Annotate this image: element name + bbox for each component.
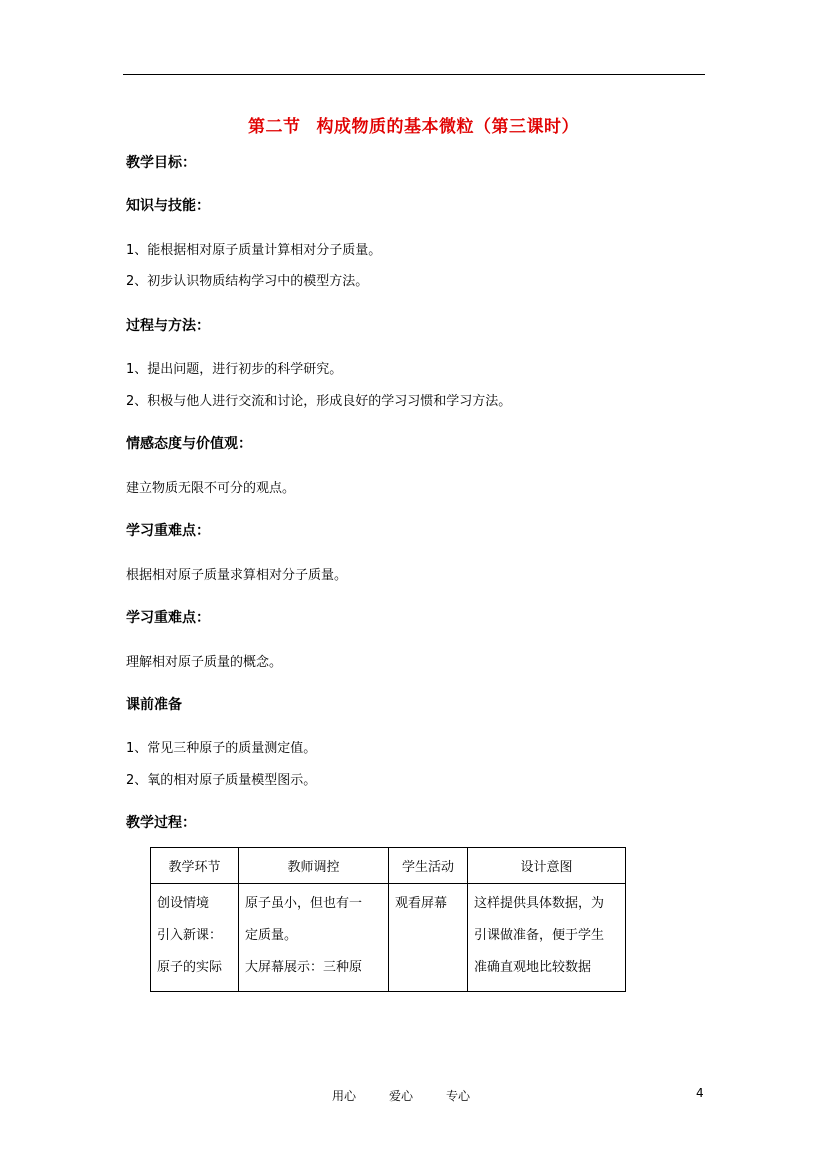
cell-line: 原子虽小，但也有一	[245, 896, 363, 911]
header-rule	[123, 74, 705, 75]
table-row	[151, 884, 626, 992]
page-title	[0, 112, 827, 137]
cell-line: 大屏幕展示：三种原	[245, 960, 363, 975]
table-header-cell: 设计意图	[468, 848, 626, 884]
footer-item-2: 爱心	[389, 1089, 414, 1103]
cell-line: 创设情境	[157, 896, 210, 911]
heading-difficult-points: 学习重难点：	[126, 610, 210, 626]
table-header-cell: 教学环节	[151, 848, 239, 884]
heading-process-method: 过程与方法：	[126, 318, 210, 334]
heading-goals: 教学目标：	[126, 155, 196, 171]
teaching-process-table	[150, 847, 626, 992]
footer-item-3: 专心	[446, 1089, 471, 1103]
table-cell-design	[468, 884, 626, 992]
title-section: 第二节	[248, 117, 301, 137]
preparation-item-2: 2、氧的相对原子质量模型图示。	[126, 773, 317, 788]
table-cell-teacher	[239, 884, 389, 992]
preparation-item-1: 1、常见三种原子的质量测定值。	[126, 741, 317, 756]
process-item-1: 1、提出问题，进行初步的科学研究。	[126, 362, 343, 377]
cell-line: 准确直观地比较数据	[474, 960, 592, 975]
title-text: 构成物质的基本微粒（第三课时）	[316, 117, 579, 137]
cell-line: 定质量。	[245, 928, 298, 943]
cell-line: 引课做准备，便于学生	[474, 928, 605, 943]
emotion-text: 建立物质无限不可分的观点。	[126, 481, 296, 496]
process-item-2: 2、积极与他人进行交流和讨论，形成良好的学习习惯和学习方法。	[126, 394, 512, 409]
heading-preparation: 课前准备	[126, 697, 182, 713]
heading-knowledge: 知识与技能：	[126, 198, 210, 214]
cell-line: 原子的实际	[157, 960, 223, 975]
knowledge-item-1: 1、能根据相对原子质量计算相对分子质量。	[126, 243, 382, 258]
heading-key-points: 学习重难点：	[126, 523, 210, 539]
page-number: 4	[696, 1086, 704, 1100]
table-cell-stage	[151, 884, 239, 992]
heading-teaching-process: 教学过程：	[126, 815, 196, 831]
cell-line: 引入新课：	[157, 928, 223, 943]
cell-line: 这样提供具体数据，为	[474, 896, 605, 911]
table-header-row	[151, 848, 626, 884]
heading-emotion: 情感态度与价值观：	[126, 436, 252, 452]
cell-line: 观看屏幕	[395, 896, 448, 911]
table-header-cell: 学生活动	[389, 848, 468, 884]
knowledge-item-2: 2、初步认识物质结构学习中的模型方法。	[126, 274, 369, 289]
footer-item-1: 用心	[332, 1089, 357, 1103]
key-points-text: 根据相对原子质量求算相对分子质量。	[126, 568, 348, 583]
difficult-points-text: 理解相对原子质量的概念。	[126, 655, 283, 670]
table-cell-student	[389, 884, 468, 992]
table-header-cell: 教师调控	[239, 848, 389, 884]
